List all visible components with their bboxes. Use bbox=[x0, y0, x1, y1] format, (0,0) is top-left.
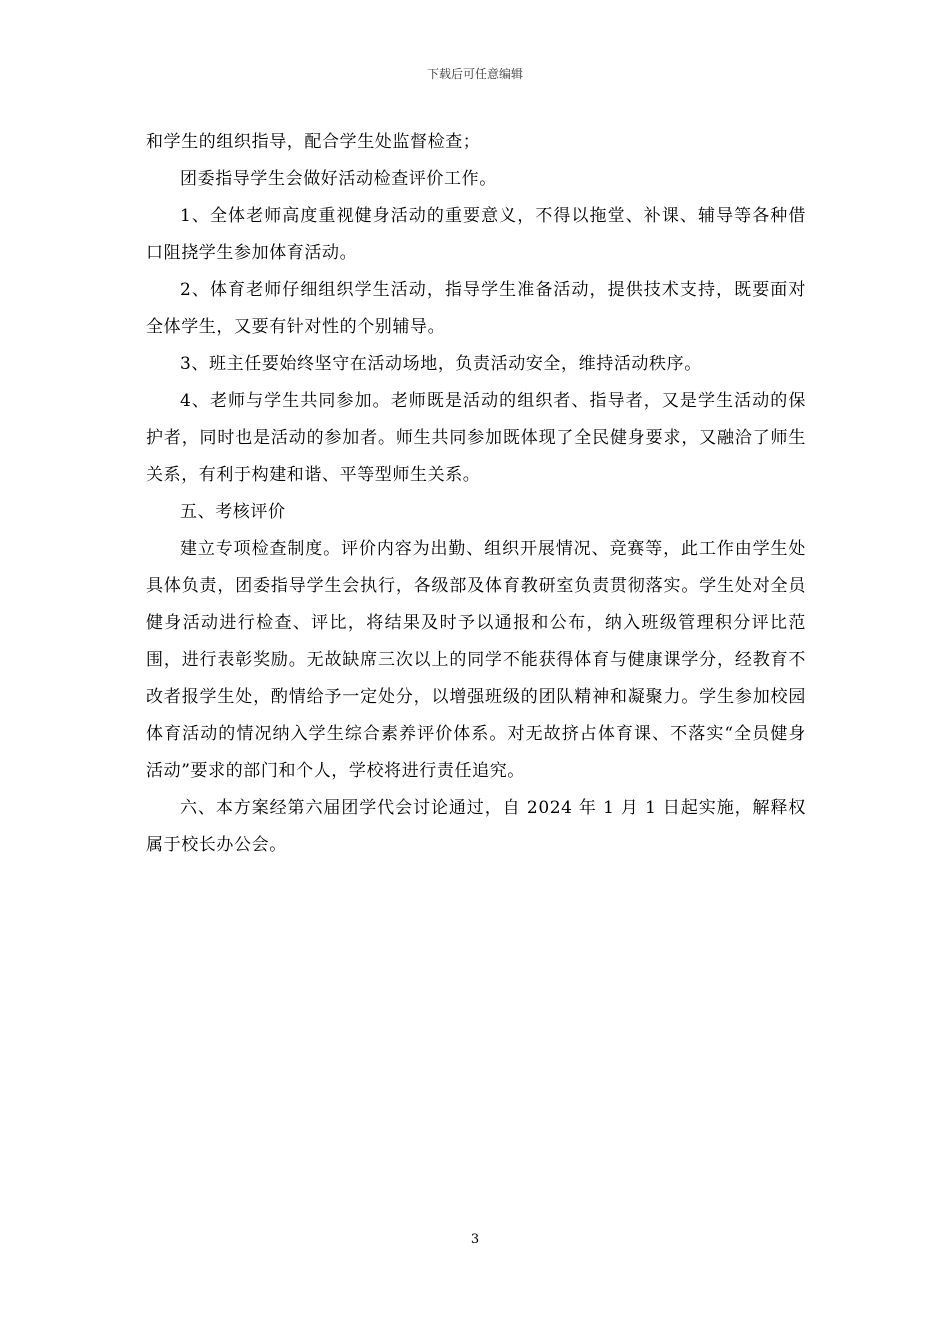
section-heading: 五、考核评价 bbox=[180, 502, 286, 522]
paragraph: 团委指导学生会做好活动检查评价工作。 bbox=[180, 169, 497, 189]
list-item: 1、全体老师高度重视健身活动的重要意义，不得以拖堂、补课、辅导等各种借口阻挠学生参加体育活动。 bbox=[146, 206, 806, 263]
section-heading: 六、本方案经第六届团学代会讨论通过，自 2024 年 1 月 1 日起实施，解释权属于校长办公会。 bbox=[146, 798, 806, 855]
paragraph: 建立专项检查制度。评价内容为出勤、组织开展情况、竞赛等，此工作由学生处具体负责，团委指导学生会执行，各级部及体育教研室负责贯彻落实。学生处对全员健身活动进行检查、评比，将结果及时予以通报和公布，纳入班级管理积分评比范围，进行表彰奖励。无故缺席三次以上的同学不能获得体育与健康课学分，经教育不改者报学生处，酌情给予一定处分，以增强班级的团队精神和凝聚力。学生参加校园体育活动的情况纳入学生综合素养评价体系。对无故挤占体育课、不落实“全员健身活动”要求的部门和个人，学校将进行责任追究。 bbox=[146, 539, 806, 781]
paragraph-continuation: 和学生的组织指导，配合学生处监督检查； bbox=[146, 132, 481, 152]
document-body bbox=[146, 124, 806, 864]
list-item: 4、老师与学生共同参加。老师既是活动的组织者、指导者，又是学生活动的保护者，同时也是活动的参加者。师生共同参加既体现了全民健身要求，又融洽了师生关系，有利于构建和谐、平等型师生关系。 bbox=[146, 391, 806, 485]
list-item: 3、班主任要始终坚守在活动场地，负责活动安全，维持活动秩序。 bbox=[180, 354, 702, 374]
list-item: 2、体育老师仔细组织学生活动，指导学生准备活动，提供技术支持，既要面对全体学生，又要有针对性的个别辅导。 bbox=[146, 280, 806, 337]
page-number: 3 bbox=[470, 1232, 480, 1247]
page-header: 下载后可任意编辑 bbox=[426, 67, 523, 81]
